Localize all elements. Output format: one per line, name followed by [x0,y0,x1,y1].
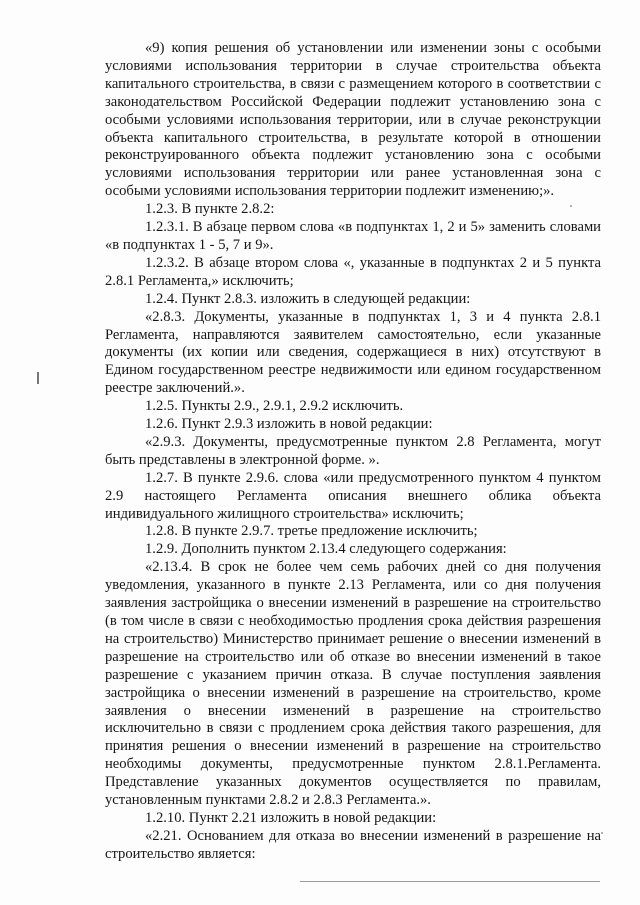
scan-speck [570,205,572,207]
paragraph-1-2-5: 1.2.5. Пункты 2.9., 2.9.1, 2.9.2 исключить. [145,398,404,415]
document-body [105,40,601,864]
scan-speck [601,832,603,834]
paragraph-2-9-3-text: «2.9.3. Документы, предусмотренные пунктом 2.8 Регламента, могут быть представлены в электронной форме. ». [105,433,601,468]
paragraph-1-2-7: 1.2.7. В пункте 2.9.6. слова «или предусмотренного пунктом 4 пунктом 2.9 настоящего Регламента описания внешнего облика объекта индивидуального жилищного строительства» исключить; [105,469,601,522]
scan-margin-mark [37,372,39,384]
paragraph-1-2-3: 1.2.3. В пункте 2.8.2: [145,201,275,218]
paragraph-2-13-4-text: «2.13.4. В срок не более чем семь рабочих дней со дня получения уведомления, указанного в пункте 2.13 Регламента, или со дня получения заявления застройщика о внесении изменений в разрешение на строительство (в том числе в связи с необходимостью продления срока действия разрешения на строительство) Министерство принимает решение о внесении изменений в разрешение на строительство или об отказе во внесении изменений в такое разрешение с указанием причин отказа. В случае поступления заявления застройщика о внесении изменений в разрешение на строительство, кроме заявления о внесении изменений в разрешение на строительство исключительно в связи с продлением срока действия такого разрешения, для принятия решения о внесении изменений в разрешение на строительство необходимы документы, предусмотренные пунктом 2.8.1.Регламента. Представление указанных документов осуществляется по правилам, установленным пунктами 2.8.2 и 2.8.3 Регламента.». [105,559,601,809]
paragraph-1-2-3-1: 1.2.3.1. В абзаце первом слова «в подпунктах 1, 2 и 5» заменить словами «в подпунктах 1 - 5, 7 и 9». [105,219,601,253]
paragraph-1-2-3-2: 1.2.3.2. В абзаце втором слова «, указанные в подпунктах 2 и 5 пункта 2.8.1 Регламента,» исключить; [105,254,601,289]
paragraph-2-21-text: «2.21. Основанием для отказа во внесении изменений в разрешение на строительство является: [105,827,601,862]
paragraph-1-2-8: 1.2.8. В пункте 2.9.7. третье предложение исключить; [145,523,478,540]
bottom-rule-line [300,881,600,882]
paragraph-1-2-9: 1.2.9. Дополнить пунктом 2.13.4 следующего содержания: [145,541,507,558]
paragraph-1-2-4: 1.2.4. Пункт 2.8.3. изложить в следующей редакции: [145,290,471,307]
paragraph-1-2-6: 1.2.6. Пункт 2.9.3 изложить в новой редакции: [145,416,433,433]
paragraph-1-2-10: 1.2.10. Пункт 2.21 изложить в новой редакции: [145,809,437,826]
paragraph-item-9: «9) копия решения об установлении или изменении зоны с особыми условиями использования территории в случае строительства объекта капитального строительства, в связи с размещением которого в соответствии с законодательством Российской Федерации подлежит установлению зона с особыми условиями использования территории, или в случае реконструкции объекта капитального строительства, в результате которой в отношении реконструированного объекта подлежит установлению зона с особыми условиями использования территории или ранее установленная зона с особыми условиями использования территории подлежит изменению;». [105,40,601,200]
paragraph-2-8-3-text: «2.8.3. Документы, указанные в подпунктах 1, 3 и 4 пункта 2.8.1 Регламента, направляются заявителем самостоятельно, если указанные документы (их копии или сведения, содержащиеся в них) отсутствуют в Едином государственном реестре недвижимости или едином государственном реестре заключений.». [105,308,601,397]
